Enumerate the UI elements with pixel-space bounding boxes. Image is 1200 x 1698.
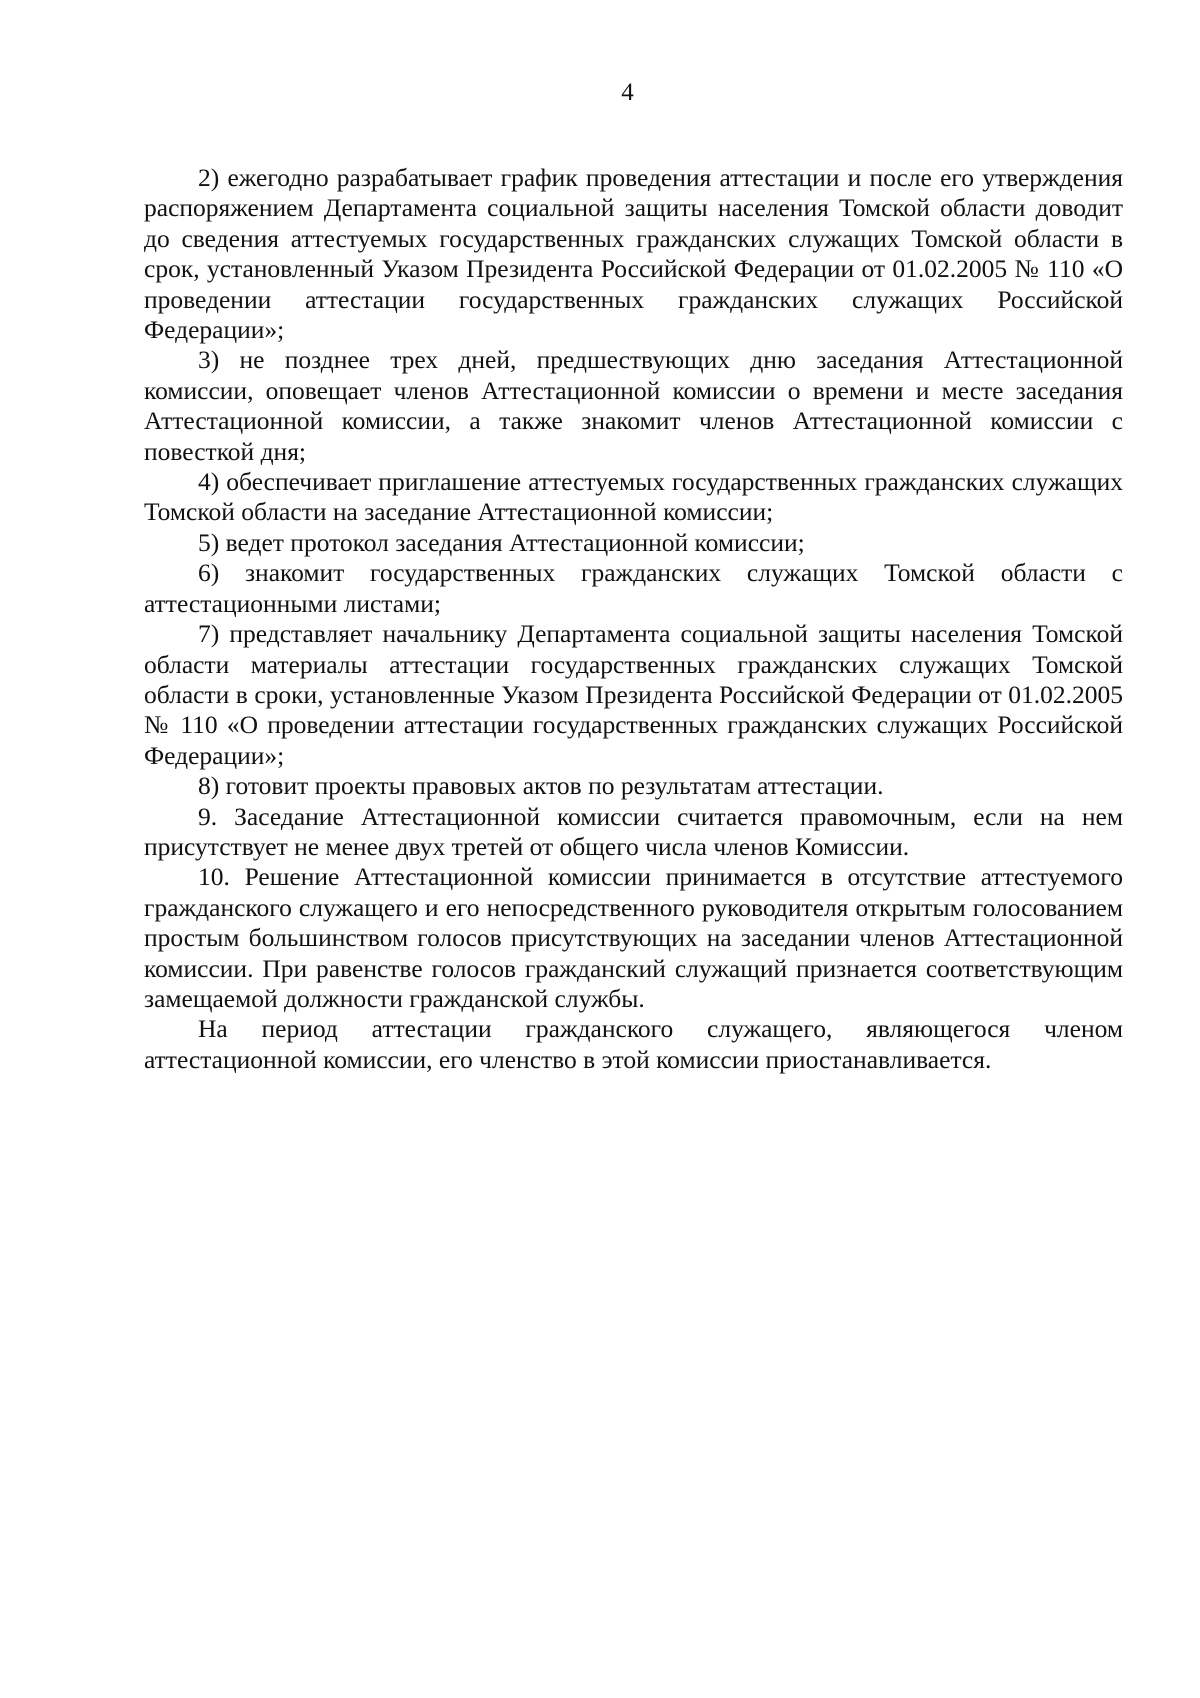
- paragraph-clause-10: 10. Решение Аттестационной комиссии принимается в отсутствие аттестуемого гражданского служащего и его непосредственного руководителя открытым голосованием простым большинством голосов присутствующих на заседании членов Аттестационной комиссии. При равенстве голосов гражданский служащий признается соответствующим замещаемой должности гражданской службы.: [144, 862, 1123, 1013]
- document-body: [144, 163, 1123, 1075]
- paragraph-item-8: 8) готовит проекты правовых актов по результатам аттестации.: [198, 771, 884, 801]
- page-number: 4: [621, 79, 634, 106]
- paragraph-clause-9: 9. Заседание Аттестационной комиссии считается правомочным, если на нем присутствует не менее двух третей от общего числа членов Комиссии.: [144, 801, 1123, 861]
- paragraph-item-3: 3) не позднее трех дней, предшествующих дню заседания Аттестационной комиссии, оповещает членов Аттестационной комиссии о времени и месте заседания Аттестационной комиссии, а также знакомит членов Аттестационной комиссии с повесткой дня;: [144, 345, 1123, 466]
- paragraph-membership-suspension: На период аттестации гражданского служащего, являющегося членом аттестационной комиссии, его членство в этой комиссии приостанавливается.: [144, 1014, 1123, 1074]
- paragraph-item-2: 2) ежегодно разрабатывает график проведения аттестации и после его утверждения распоряжением Департамента социальной защиты населения Томской области доводит до сведения аттестуемых государственных гражданских служащих Томской области в срок, установленный Указом Президента Российской Федерации от 01.02.2005 № 110 «О проведении аттестации государственных гражданских служащих Российской Федерации»;: [144, 163, 1123, 345]
- paragraph-item-5: 5) ведет протокол заседания Аттестационной комиссии;: [198, 527, 805, 557]
- paragraph-item-4: 4) обеспечивает приглашение аттестуемых государственных гражданских служащих Томской области на заседание Аттестационной комиссии;: [144, 467, 1123, 527]
- paragraph-item-6: 6) знакомит государственных гражданских служащих Томской области с аттестационными листами;: [144, 558, 1123, 618]
- paragraph-item-7: 7) представляет начальнику Департамента социальной защиты населения Томской области материалы аттестации государственных гражданских служащих Томской области в сроки, установленные Указом Президента Российской Федерации от 01.02.2005 № 110 «О проведении аттестации государственных гражданских служащих Российской Федерации»;: [144, 619, 1123, 770]
